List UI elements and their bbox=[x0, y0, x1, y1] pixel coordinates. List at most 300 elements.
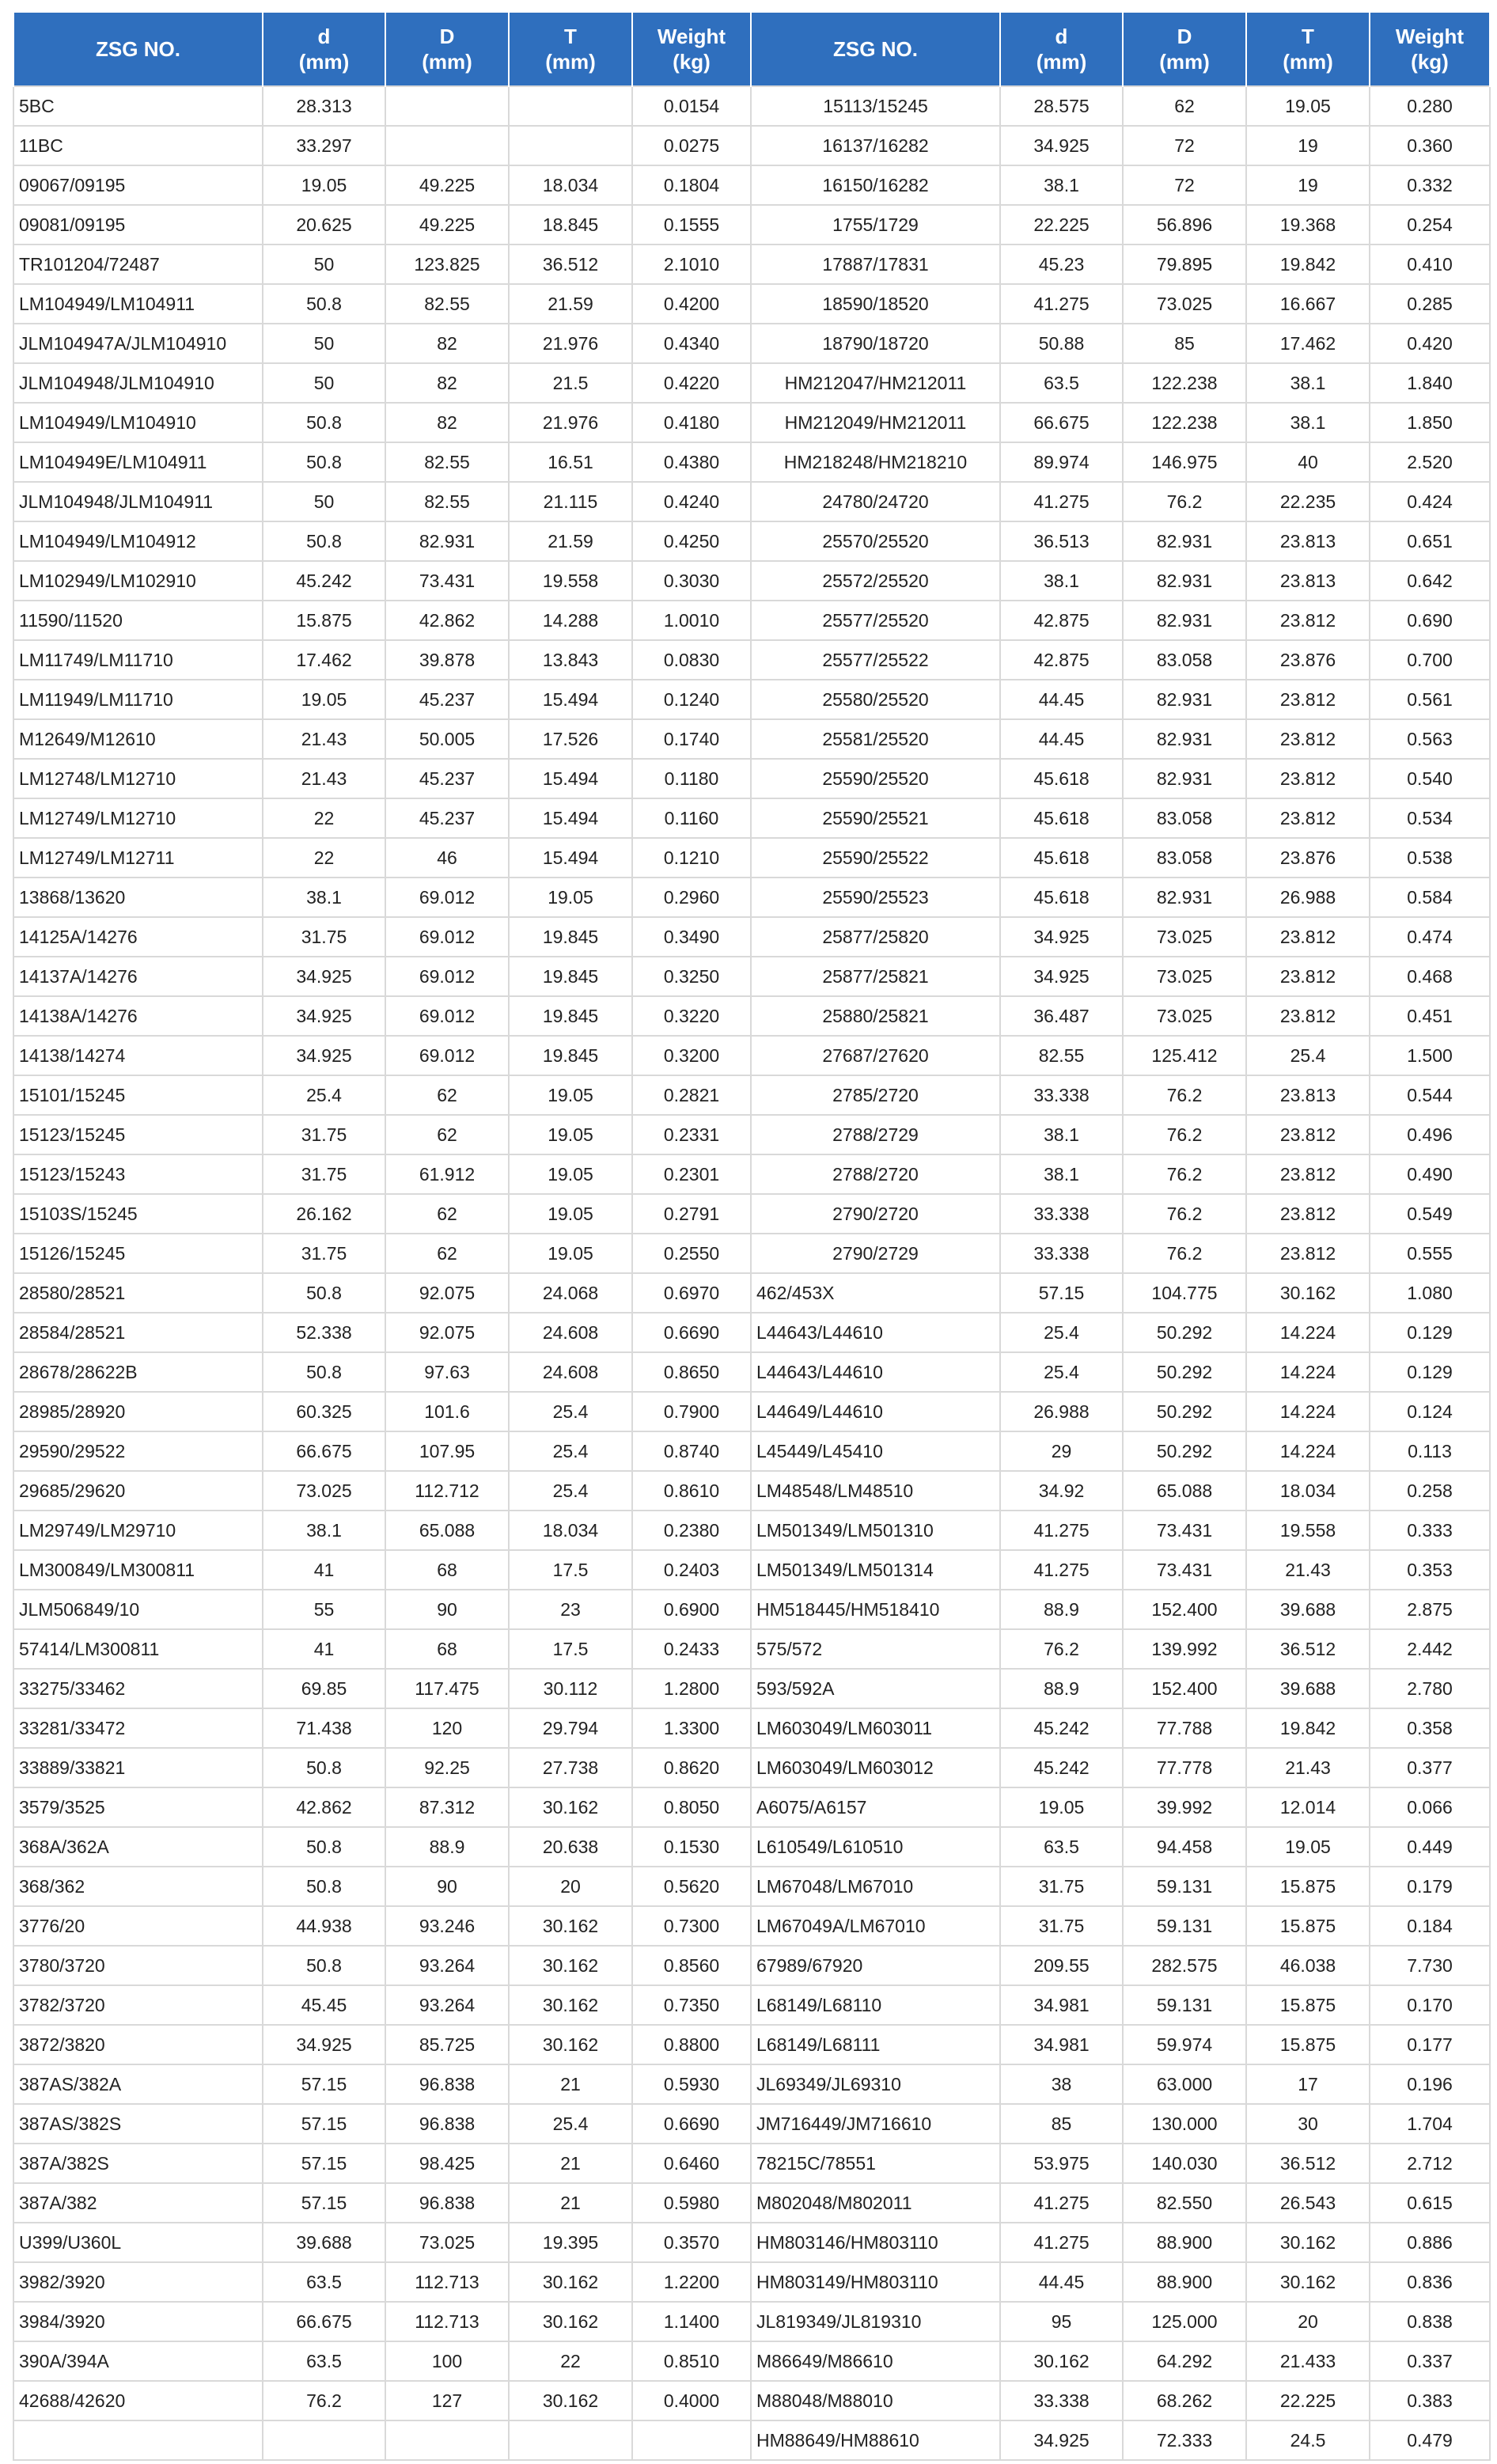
left-cell-width-T: 30.162 bbox=[509, 1787, 632, 1827]
left-cell-outer-D: 62 bbox=[385, 1075, 509, 1115]
left-cell-bore-d: 15.875 bbox=[263, 601, 385, 640]
right-cell-part-no: LM48548/LM48510 bbox=[751, 1471, 1000, 1511]
table-row bbox=[13, 1708, 1490, 1748]
left-cell-outer-D: 82 bbox=[385, 403, 509, 442]
left-cell-width-T: 19.05 bbox=[509, 1234, 632, 1273]
right-cell-weight: 0.534 bbox=[1370, 798, 1490, 838]
left-cell-part-no: 14125A/14276 bbox=[13, 917, 263, 957]
left-cell-outer-D: 92.25 bbox=[385, 1748, 509, 1787]
right-cell-part-no: 2788/2720 bbox=[751, 1154, 1000, 1194]
left-cell-outer-D: 82 bbox=[385, 363, 509, 403]
left-cell-outer-D: 90 bbox=[385, 1590, 509, 1629]
right-cell-bore-d: 42.875 bbox=[1000, 601, 1123, 640]
left-cell-weight: 0.8650 bbox=[632, 1352, 751, 1392]
right-cell-weight: 0.538 bbox=[1370, 838, 1490, 878]
left-cell-part-no: LM29749/LM29710 bbox=[13, 1511, 263, 1550]
right-cell-outer-D: 88.900 bbox=[1123, 2262, 1246, 2302]
right-cell-part-no: LM67048/LM67010 bbox=[751, 1867, 1000, 1906]
left-cell-outer-D: 107.95 bbox=[385, 1431, 509, 1471]
right-cell-weight: 0.179 bbox=[1370, 1867, 1490, 1906]
right-cell-bore-d: 44.45 bbox=[1000, 680, 1123, 719]
left-cell-part-no: M12649/M12610 bbox=[13, 719, 263, 759]
left-cell-outer-D: 88.9 bbox=[385, 1827, 509, 1867]
left-cell-width-T: 17.5 bbox=[509, 1629, 632, 1669]
right-cell-bore-d: 88.9 bbox=[1000, 1590, 1123, 1629]
right-cell-bore-d: 45.242 bbox=[1000, 1748, 1123, 1787]
right-cell-outer-D: 62 bbox=[1123, 86, 1246, 126]
right-cell-outer-D: 130.000 bbox=[1123, 2104, 1246, 2144]
left-cell-bore-d bbox=[263, 2420, 385, 2460]
left-cell-width-T: 36.512 bbox=[509, 245, 632, 284]
header-weight-right: Weight (kg) bbox=[1370, 13, 1490, 86]
table-row bbox=[13, 1590, 1490, 1629]
right-cell-outer-D: 68.262 bbox=[1123, 2381, 1246, 2420]
left-cell-bore-d: 41 bbox=[263, 1629, 385, 1669]
right-cell-bore-d: 41.275 bbox=[1000, 1550, 1123, 1590]
left-cell-outer-D: 69.012 bbox=[385, 1036, 509, 1075]
left-cell-bore-d: 57.15 bbox=[263, 2104, 385, 2144]
right-cell-bore-d: 22.225 bbox=[1000, 205, 1123, 245]
left-cell-part-no: LM104949/LM104910 bbox=[13, 403, 263, 442]
right-cell-width-T: 23.812 bbox=[1246, 601, 1370, 640]
left-cell-width-T: 24.068 bbox=[509, 1273, 632, 1313]
right-cell-width-T: 21.43 bbox=[1246, 1550, 1370, 1590]
right-cell-bore-d: 36.513 bbox=[1000, 521, 1123, 561]
right-cell-weight: 2.442 bbox=[1370, 1629, 1490, 1669]
table-row bbox=[13, 640, 1490, 680]
left-cell-weight: 0.8050 bbox=[632, 1787, 751, 1827]
right-cell-outer-D: 82.931 bbox=[1123, 878, 1246, 917]
right-cell-weight: 0.184 bbox=[1370, 1906, 1490, 1946]
right-cell-bore-d: 209.55 bbox=[1000, 1946, 1123, 1985]
right-cell-bore-d: 34.981 bbox=[1000, 1985, 1123, 2025]
left-cell-weight: 0.8560 bbox=[632, 1946, 751, 1985]
left-cell-bore-d: 50 bbox=[263, 363, 385, 403]
left-cell-outer-D: 96.838 bbox=[385, 2183, 509, 2223]
left-cell-outer-D: 101.6 bbox=[385, 1392, 509, 1431]
left-cell-width-T: 14.288 bbox=[509, 601, 632, 640]
right-cell-weight: 0.170 bbox=[1370, 1985, 1490, 2025]
right-cell-outer-D: 64.292 bbox=[1123, 2341, 1246, 2381]
left-cell-bore-d: 17.462 bbox=[263, 640, 385, 680]
right-cell-outer-D: 50.292 bbox=[1123, 1313, 1246, 1352]
table-row bbox=[13, 1985, 1490, 2025]
left-cell-bore-d: 50.8 bbox=[263, 1748, 385, 1787]
right-cell-weight: 1.500 bbox=[1370, 1036, 1490, 1075]
right-cell-outer-D: 59.131 bbox=[1123, 1867, 1246, 1906]
right-cell-outer-D: 82.931 bbox=[1123, 521, 1246, 561]
left-cell-width-T: 16.51 bbox=[509, 442, 632, 482]
right-cell-weight: 1.840 bbox=[1370, 363, 1490, 403]
right-cell-weight: 0.544 bbox=[1370, 1075, 1490, 1115]
left-cell-part-no: 28584/28521 bbox=[13, 1313, 263, 1352]
right-cell-part-no: 25572/25520 bbox=[751, 561, 1000, 601]
left-cell-width-T: 23 bbox=[509, 1590, 632, 1629]
right-cell-part-no: 25590/25522 bbox=[751, 838, 1000, 878]
right-cell-outer-D: 76.2 bbox=[1123, 482, 1246, 521]
right-cell-bore-d: 33.338 bbox=[1000, 2381, 1123, 2420]
right-cell-part-no: HM803146/HM803110 bbox=[751, 2223, 1000, 2262]
left-cell-width-T: 21.976 bbox=[509, 403, 632, 442]
left-cell-width-T: 19.05 bbox=[509, 1115, 632, 1154]
left-cell-outer-D: 42.862 bbox=[385, 601, 509, 640]
right-cell-weight: 0.549 bbox=[1370, 1194, 1490, 1234]
left-cell-bore-d: 34.925 bbox=[263, 957, 385, 996]
right-cell-part-no: L68149/L68110 bbox=[751, 1985, 1000, 2025]
right-cell-part-no: A6075/A6157 bbox=[751, 1787, 1000, 1827]
right-cell-weight: 0.113 bbox=[1370, 1431, 1490, 1471]
right-cell-weight: 0.555 bbox=[1370, 1234, 1490, 1273]
right-cell-part-no: 17887/17831 bbox=[751, 245, 1000, 284]
right-cell-width-T: 30.162 bbox=[1246, 2223, 1370, 2262]
right-cell-part-no: L44649/L44610 bbox=[751, 1392, 1000, 1431]
left-cell-outer-D: 62 bbox=[385, 1115, 509, 1154]
right-cell-weight: 0.333 bbox=[1370, 1511, 1490, 1550]
right-cell-outer-D: 72 bbox=[1123, 126, 1246, 165]
right-cell-part-no: LM67049A/LM67010 bbox=[751, 1906, 1000, 1946]
table-row bbox=[13, 957, 1490, 996]
right-cell-weight: 0.449 bbox=[1370, 1827, 1490, 1867]
right-cell-bore-d: 45.618 bbox=[1000, 798, 1123, 838]
table-row bbox=[13, 1154, 1490, 1194]
left-cell-bore-d: 28.313 bbox=[263, 86, 385, 126]
left-cell-outer-D: 73.431 bbox=[385, 561, 509, 601]
right-cell-bore-d: 41.275 bbox=[1000, 482, 1123, 521]
left-cell-weight: 0.3030 bbox=[632, 561, 751, 601]
left-cell-weight: 0.1740 bbox=[632, 719, 751, 759]
left-cell-part-no: 3579/3525 bbox=[13, 1787, 263, 1827]
left-cell-part-no: 3872/3820 bbox=[13, 2025, 263, 2064]
left-cell-bore-d: 76.2 bbox=[263, 2381, 385, 2420]
table-row bbox=[13, 1787, 1490, 1827]
right-cell-width-T: 12.014 bbox=[1246, 1787, 1370, 1827]
table-row bbox=[13, 1194, 1490, 1234]
right-cell-weight: 7.730 bbox=[1370, 1946, 1490, 1985]
left-cell-outer-D bbox=[385, 86, 509, 126]
right-cell-part-no: 25877/25820 bbox=[751, 917, 1000, 957]
left-cell-width-T: 25.4 bbox=[509, 1392, 632, 1431]
left-cell-outer-D: 85.725 bbox=[385, 2025, 509, 2064]
header-zsg-no-right: ZSG NO. bbox=[751, 13, 1000, 86]
right-cell-part-no: M802048/M802011 bbox=[751, 2183, 1000, 2223]
left-cell-weight: 0.5620 bbox=[632, 1867, 751, 1906]
left-cell-part-no: LM12749/LM12711 bbox=[13, 838, 263, 878]
left-cell-width-T: 19.845 bbox=[509, 1036, 632, 1075]
right-cell-weight: 0.332 bbox=[1370, 165, 1490, 205]
right-cell-weight: 1.850 bbox=[1370, 403, 1490, 442]
right-cell-weight: 1.080 bbox=[1370, 1273, 1490, 1313]
right-cell-weight: 0.474 bbox=[1370, 917, 1490, 957]
right-cell-width-T: 19.842 bbox=[1246, 1708, 1370, 1748]
right-cell-bore-d: 66.675 bbox=[1000, 403, 1123, 442]
left-cell-outer-D: 100 bbox=[385, 2341, 509, 2381]
table-row bbox=[13, 719, 1490, 759]
table-row bbox=[13, 284, 1490, 324]
left-cell-weight: 2.1010 bbox=[632, 245, 751, 284]
left-cell-bore-d: 60.325 bbox=[263, 1392, 385, 1431]
right-cell-bore-d: 89.974 bbox=[1000, 442, 1123, 482]
left-cell-weight: 0.3220 bbox=[632, 996, 751, 1036]
left-cell-width-T: 15.494 bbox=[509, 680, 632, 719]
right-cell-bore-d: 26.988 bbox=[1000, 1392, 1123, 1431]
left-cell-bore-d: 57.15 bbox=[263, 2183, 385, 2223]
right-cell-outer-D: 82.931 bbox=[1123, 719, 1246, 759]
right-cell-part-no: HM218248/HM218210 bbox=[751, 442, 1000, 482]
right-cell-bore-d: 38.1 bbox=[1000, 1115, 1123, 1154]
right-cell-weight: 0.490 bbox=[1370, 1154, 1490, 1194]
right-cell-width-T: 21.433 bbox=[1246, 2341, 1370, 2381]
left-cell-weight: 0.6900 bbox=[632, 1590, 751, 1629]
table-row bbox=[13, 403, 1490, 442]
right-cell-bore-d: 63.5 bbox=[1000, 363, 1123, 403]
right-cell-bore-d: 44.45 bbox=[1000, 719, 1123, 759]
left-cell-outer-D: 68 bbox=[385, 1550, 509, 1590]
left-cell-outer-D: 112.713 bbox=[385, 2302, 509, 2341]
right-cell-width-T: 23.812 bbox=[1246, 759, 1370, 798]
left-cell-part-no: LM104949E/LM104911 bbox=[13, 442, 263, 482]
right-cell-weight: 0.540 bbox=[1370, 759, 1490, 798]
left-cell-outer-D: 69.012 bbox=[385, 957, 509, 996]
right-cell-weight: 0.424 bbox=[1370, 482, 1490, 521]
left-cell-weight: 0.7300 bbox=[632, 1906, 751, 1946]
right-cell-bore-d: 34.981 bbox=[1000, 2025, 1123, 2064]
right-cell-weight: 0.690 bbox=[1370, 601, 1490, 640]
left-cell-part-no: 14137A/14276 bbox=[13, 957, 263, 996]
left-cell-bore-d: 21.43 bbox=[263, 759, 385, 798]
left-cell-width-T: 20 bbox=[509, 1867, 632, 1906]
right-cell-width-T: 22.235 bbox=[1246, 482, 1370, 521]
left-cell-weight: 0.3490 bbox=[632, 917, 751, 957]
left-cell-bore-d: 33.297 bbox=[263, 126, 385, 165]
right-cell-weight: 0.066 bbox=[1370, 1787, 1490, 1827]
left-cell-outer-D: 82.55 bbox=[385, 442, 509, 482]
left-cell-width-T: 13.843 bbox=[509, 640, 632, 680]
left-cell-part-no: LM11949/LM11710 bbox=[13, 680, 263, 719]
header-d-right: d (mm) bbox=[1000, 13, 1123, 86]
left-cell-width-T: 19.05 bbox=[509, 1075, 632, 1115]
left-cell-weight: 0.2550 bbox=[632, 1234, 751, 1273]
left-cell-bore-d: 73.025 bbox=[263, 1471, 385, 1511]
left-cell-bore-d: 34.925 bbox=[263, 1036, 385, 1075]
right-cell-outer-D: 88.900 bbox=[1123, 2223, 1246, 2262]
right-cell-part-no: 2790/2720 bbox=[751, 1194, 1000, 1234]
left-cell-part-no: 387AS/382A bbox=[13, 2064, 263, 2104]
left-cell-width-T: 18.034 bbox=[509, 1511, 632, 1550]
right-cell-bore-d: 29 bbox=[1000, 1431, 1123, 1471]
table-row bbox=[13, 1273, 1490, 1313]
left-cell-part-no: 368A/362A bbox=[13, 1827, 263, 1867]
left-cell-width-T: 19.05 bbox=[509, 1194, 632, 1234]
left-cell-part-no: 387A/382S bbox=[13, 2144, 263, 2183]
header-D-right: D (mm) bbox=[1123, 13, 1246, 86]
table-row bbox=[13, 601, 1490, 640]
left-cell-bore-d: 50.8 bbox=[263, 1273, 385, 1313]
left-cell-outer-D: 123.825 bbox=[385, 245, 509, 284]
left-cell-bore-d: 42.862 bbox=[263, 1787, 385, 1827]
left-cell-width-T: 30.162 bbox=[509, 2381, 632, 2420]
left-cell-outer-D: 93.264 bbox=[385, 1985, 509, 2025]
table-row bbox=[13, 1906, 1490, 1946]
right-cell-weight: 0.410 bbox=[1370, 245, 1490, 284]
left-cell-bore-d: 55 bbox=[263, 1590, 385, 1629]
right-cell-outer-D: 76.2 bbox=[1123, 1115, 1246, 1154]
left-cell-width-T: 19.05 bbox=[509, 1154, 632, 1194]
left-cell-weight: 0.7900 bbox=[632, 1392, 751, 1431]
right-cell-weight: 0.360 bbox=[1370, 126, 1490, 165]
left-cell-weight: 0.2821 bbox=[632, 1075, 751, 1115]
right-cell-part-no: JL819349/JL819310 bbox=[751, 2302, 1000, 2341]
right-cell-part-no: 25590/25523 bbox=[751, 878, 1000, 917]
right-cell-part-no: JM716449/JM716610 bbox=[751, 2104, 1000, 2144]
right-cell-width-T: 22.225 bbox=[1246, 2381, 1370, 2420]
left-cell-bore-d: 22 bbox=[263, 798, 385, 838]
right-cell-bore-d: 57.15 bbox=[1000, 1273, 1123, 1313]
left-cell-width-T: 30.112 bbox=[509, 1669, 632, 1708]
left-cell-weight: 0.8800 bbox=[632, 2025, 751, 2064]
right-cell-width-T: 23.812 bbox=[1246, 719, 1370, 759]
right-cell-bore-d: 33.338 bbox=[1000, 1075, 1123, 1115]
header-d: d (mm) bbox=[263, 13, 385, 86]
left-cell-bore-d: 50 bbox=[263, 482, 385, 521]
right-cell-weight: 0.177 bbox=[1370, 2025, 1490, 2064]
left-cell-weight: 0.4180 bbox=[632, 403, 751, 442]
right-cell-width-T: 19.558 bbox=[1246, 1511, 1370, 1550]
table-row bbox=[13, 1629, 1490, 1669]
right-cell-part-no: 25590/25520 bbox=[751, 759, 1000, 798]
left-cell-outer-D: 45.237 bbox=[385, 680, 509, 719]
left-cell-outer-D: 82.931 bbox=[385, 521, 509, 561]
left-cell-outer-D: 127 bbox=[385, 2381, 509, 2420]
left-cell-weight: 0.5930 bbox=[632, 2064, 751, 2104]
left-cell-weight: 0.2791 bbox=[632, 1194, 751, 1234]
table-row bbox=[13, 2341, 1490, 2381]
left-cell-bore-d: 34.925 bbox=[263, 2025, 385, 2064]
right-cell-part-no: 25580/25520 bbox=[751, 680, 1000, 719]
table-row bbox=[13, 838, 1490, 878]
right-cell-width-T: 36.512 bbox=[1246, 2144, 1370, 2183]
right-cell-outer-D: 77.788 bbox=[1123, 1708, 1246, 1748]
left-cell-weight bbox=[632, 2420, 751, 2460]
right-cell-outer-D: 82.931 bbox=[1123, 601, 1246, 640]
left-cell-weight: 0.2380 bbox=[632, 1511, 751, 1550]
right-cell-bore-d: 34.925 bbox=[1000, 2420, 1123, 2460]
table-row bbox=[13, 798, 1490, 838]
right-cell-width-T: 17 bbox=[1246, 2064, 1370, 2104]
left-cell-outer-D bbox=[385, 2420, 509, 2460]
left-cell-weight: 0.1530 bbox=[632, 1827, 751, 1867]
left-cell-outer-D: 62 bbox=[385, 1194, 509, 1234]
right-cell-bore-d: 45.618 bbox=[1000, 759, 1123, 798]
left-cell-bore-d: 50.8 bbox=[263, 1946, 385, 1985]
right-cell-part-no: 25570/25520 bbox=[751, 521, 1000, 561]
right-cell-part-no: 462/453X bbox=[751, 1273, 1000, 1313]
left-cell-bore-d: 50.8 bbox=[263, 1827, 385, 1867]
left-cell-weight: 0.6460 bbox=[632, 2144, 751, 2183]
left-cell-width-T: 21 bbox=[509, 2144, 632, 2183]
right-cell-width-T: 23.876 bbox=[1246, 838, 1370, 878]
left-cell-bore-d: 39.688 bbox=[263, 2223, 385, 2262]
right-cell-part-no: LM603049/LM603011 bbox=[751, 1708, 1000, 1748]
left-cell-weight: 1.1400 bbox=[632, 2302, 751, 2341]
left-cell-weight: 0.6970 bbox=[632, 1273, 751, 1313]
left-cell-weight: 0.3570 bbox=[632, 2223, 751, 2262]
right-cell-part-no: 18590/18520 bbox=[751, 284, 1000, 324]
right-cell-outer-D: 72 bbox=[1123, 165, 1246, 205]
left-cell-outer-D: 69.012 bbox=[385, 917, 509, 957]
right-cell-part-no: 25880/25821 bbox=[751, 996, 1000, 1036]
right-cell-outer-D: 76.2 bbox=[1123, 1075, 1246, 1115]
table-row bbox=[13, 2381, 1490, 2420]
table-row bbox=[13, 2144, 1490, 2183]
left-cell-weight: 0.3200 bbox=[632, 1036, 751, 1075]
right-cell-bore-d: 41.275 bbox=[1000, 2183, 1123, 2223]
left-cell-bore-d: 45.45 bbox=[263, 1985, 385, 2025]
left-cell-outer-D: 68 bbox=[385, 1629, 509, 1669]
left-cell-outer-D: 82 bbox=[385, 324, 509, 363]
right-cell-outer-D: 79.895 bbox=[1123, 245, 1246, 284]
left-cell-width-T: 27.738 bbox=[509, 1748, 632, 1787]
right-cell-part-no: HM518445/HM518410 bbox=[751, 1590, 1000, 1629]
table-row bbox=[13, 759, 1490, 798]
left-cell-bore-d: 20.625 bbox=[263, 205, 385, 245]
left-cell-bore-d: 50.8 bbox=[263, 1867, 385, 1906]
right-cell-width-T: 23.813 bbox=[1246, 1075, 1370, 1115]
left-cell-outer-D: 117.475 bbox=[385, 1669, 509, 1708]
right-cell-weight: 0.642 bbox=[1370, 561, 1490, 601]
right-cell-outer-D: 83.058 bbox=[1123, 838, 1246, 878]
table-row bbox=[13, 1550, 1490, 1590]
right-cell-bore-d: 38.1 bbox=[1000, 561, 1123, 601]
right-cell-bore-d: 19.05 bbox=[1000, 1787, 1123, 1827]
table-row bbox=[13, 1036, 1490, 1075]
left-cell-width-T: 30.162 bbox=[509, 1946, 632, 1985]
right-cell-outer-D: 50.292 bbox=[1123, 1352, 1246, 1392]
right-cell-width-T: 23.812 bbox=[1246, 1194, 1370, 1234]
left-cell-outer-D: 120 bbox=[385, 1708, 509, 1748]
left-cell-outer-D: 62 bbox=[385, 1234, 509, 1273]
right-cell-outer-D: 73.025 bbox=[1123, 917, 1246, 957]
left-cell-width-T bbox=[509, 2420, 632, 2460]
right-cell-width-T: 23.812 bbox=[1246, 680, 1370, 719]
left-cell-bore-d: 71.438 bbox=[263, 1708, 385, 1748]
right-cell-outer-D: 76.2 bbox=[1123, 1194, 1246, 1234]
left-cell-width-T: 30.162 bbox=[509, 2025, 632, 2064]
right-cell-weight: 0.836 bbox=[1370, 2262, 1490, 2302]
left-cell-part-no: 29685/29620 bbox=[13, 1471, 263, 1511]
right-cell-width-T: 26.988 bbox=[1246, 878, 1370, 917]
right-cell-part-no: 2785/2720 bbox=[751, 1075, 1000, 1115]
left-cell-bore-d: 50.8 bbox=[263, 403, 385, 442]
left-cell-bore-d: 50.8 bbox=[263, 1352, 385, 1392]
left-cell-width-T: 18.845 bbox=[509, 205, 632, 245]
left-cell-width-T: 19.395 bbox=[509, 2223, 632, 2262]
right-cell-part-no: JL69349/JL69310 bbox=[751, 2064, 1000, 2104]
left-cell-weight: 0.1160 bbox=[632, 798, 751, 838]
right-cell-outer-D: 140.030 bbox=[1123, 2144, 1246, 2183]
right-cell-width-T: 26.543 bbox=[1246, 2183, 1370, 2223]
left-cell-bore-d: 19.05 bbox=[263, 680, 385, 719]
left-cell-bore-d: 57.15 bbox=[263, 2144, 385, 2183]
right-cell-outer-D: 146.975 bbox=[1123, 442, 1246, 482]
left-cell-width-T: 30.162 bbox=[509, 2302, 632, 2341]
table-row bbox=[13, 324, 1490, 363]
right-cell-bore-d: 33.338 bbox=[1000, 1234, 1123, 1273]
right-cell-part-no: 2790/2729 bbox=[751, 1234, 1000, 1273]
right-cell-width-T: 23.876 bbox=[1246, 640, 1370, 680]
right-cell-outer-D: 83.058 bbox=[1123, 798, 1246, 838]
left-cell-part-no: U399/U360L bbox=[13, 2223, 263, 2262]
left-cell-part-no: 3782/3720 bbox=[13, 1985, 263, 2025]
